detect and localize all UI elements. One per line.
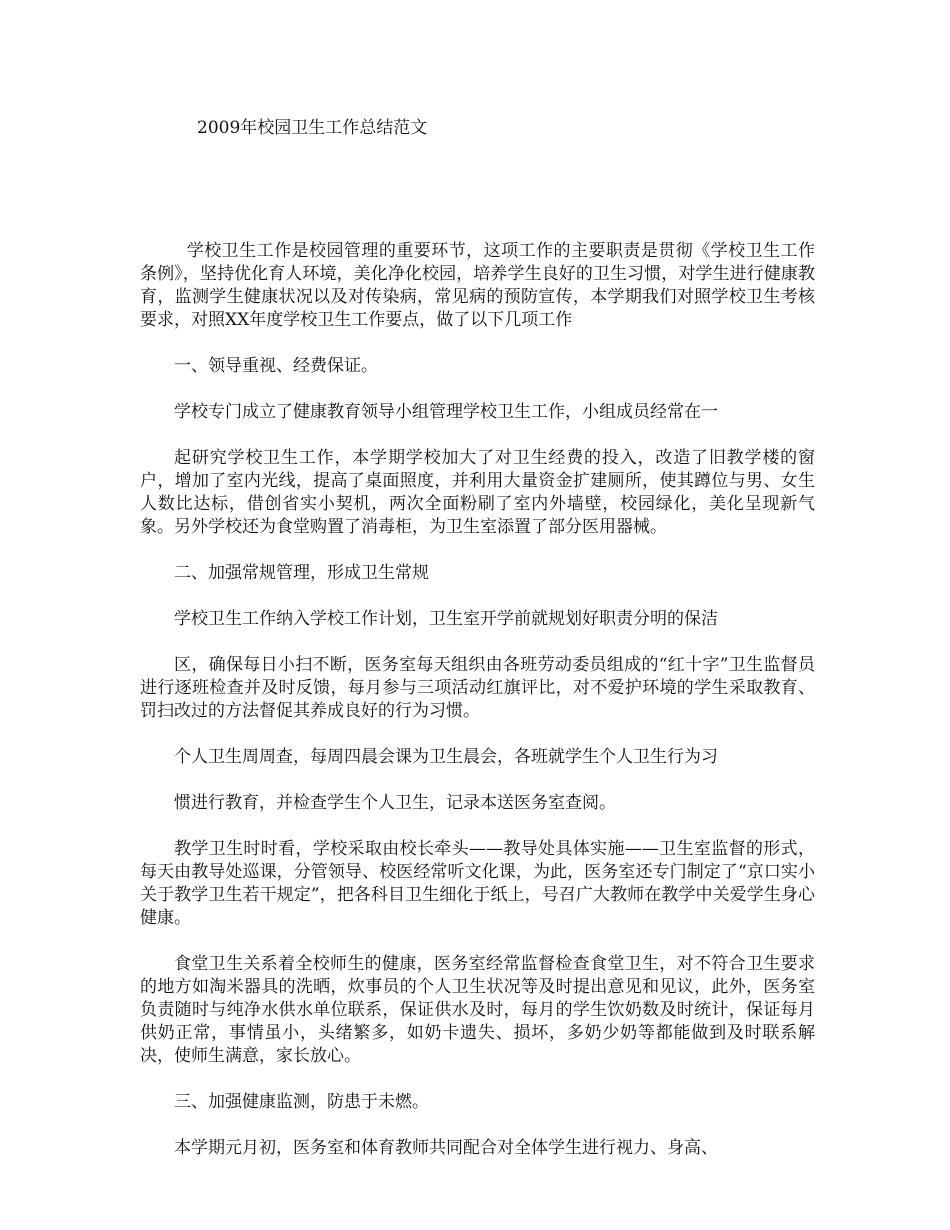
document-body [140,240,815,1183]
section-heading-1: 一、领导重视、经费保证。 [174,356,378,376]
paragraph: 教学卫生时时看，学校采取由校长牵头——教导处具体实施——卫生室监督的形式，每天由教导处巡课，分管领导、校医经常听文化课，为此，医务室还专门制定了“京口实小关于教学卫生若干规定”，把各科目卫生细化于纸上，号召广大教师在教学中关爱学生身心健康。 [140,839,815,928]
paragraph: 区，确保每日小扫不断，医务室每天组织由各班劳动委员组成的“红十字”卫生监督员进行逐班检查并及时反馈，每月参与三项活动红旗评比，对不爱护环境的学生采取教育、罚扫改过的方法督促其养成良好的行为习惯。 [140,655,815,721]
paragraph-intro: 学校卫生工作是校园管理的重要环节，这项工作的主要职责是贯彻《学校卫生工作条例》，坚持优化育人环境，美化净化校园，培养学生良好的卫生习惯，对学生进行健康教育，监测学生健康状况以及对传染病，常见病的预防宣传，本学期我们对照学校卫生考核要求，对照XX年度学校卫生工作要点，做了以下几项工作 [140,241,815,330]
paragraph: 食堂卫生关系着全校师生的健康，医务室经常监督检查食堂卫生，对不符合卫生要求的地方如淘米器具的洗晒，炊事员的个人卫生状况等及时提出意见和见议，此外，医务室负责随时与纯净水供水单位联系，保证供水及时，每月的学生饮奶数及时统计，保证每月供奶正常，事情虽小，头绪繁多，如奶卡遗失、损坏，多奶少奶等都能做到及时联系解决，使师生满意，家长放心。 [140,954,815,1066]
section-heading-2: 二、加强常规管理，形成卫生常规 [174,563,429,583]
paragraph: 学校专门成立了健康教育领导小组管理学校卫生工作，小组成员经常在一 [174,402,718,422]
section-heading-3: 三、加强健康监测，防患于未燃。 [174,1092,429,1112]
paragraph: 起研究学校卫生工作，本学期学校加大了对卫生经费的投入，改造了旧教学楼的窗户，增加了室内光线，提高了桌面照度，并利用大量资金扩建厕所，使其蹲位与男、女生人数比达标，借创省实小契机，两次全面粉刷了室内外墙壁，校园绿化，美化呈现新气象。另外学校还为食堂购置了消毒柜，为卫生室添置了部分医用器械。 [140,448,815,537]
paragraph: 惯进行教育，并检查学生个人卫生，记录本送医务室查阅。 [174,793,616,813]
paragraph: 学校卫生工作纳入学校工作计划，卫生室开学前就规划好职责分明的保洁 [174,609,718,629]
paragraph: 本学期元月初，医务室和体育教师共同配合对全体学生进行视力、身高、 [174,1138,718,1158]
document-title: 2009年校园卫生工作总结范文 [197,118,428,138]
paragraph: 个人卫生周周查，每周四晨会课为卫生晨会，各班就学生个人卫生行为习 [174,747,718,767]
